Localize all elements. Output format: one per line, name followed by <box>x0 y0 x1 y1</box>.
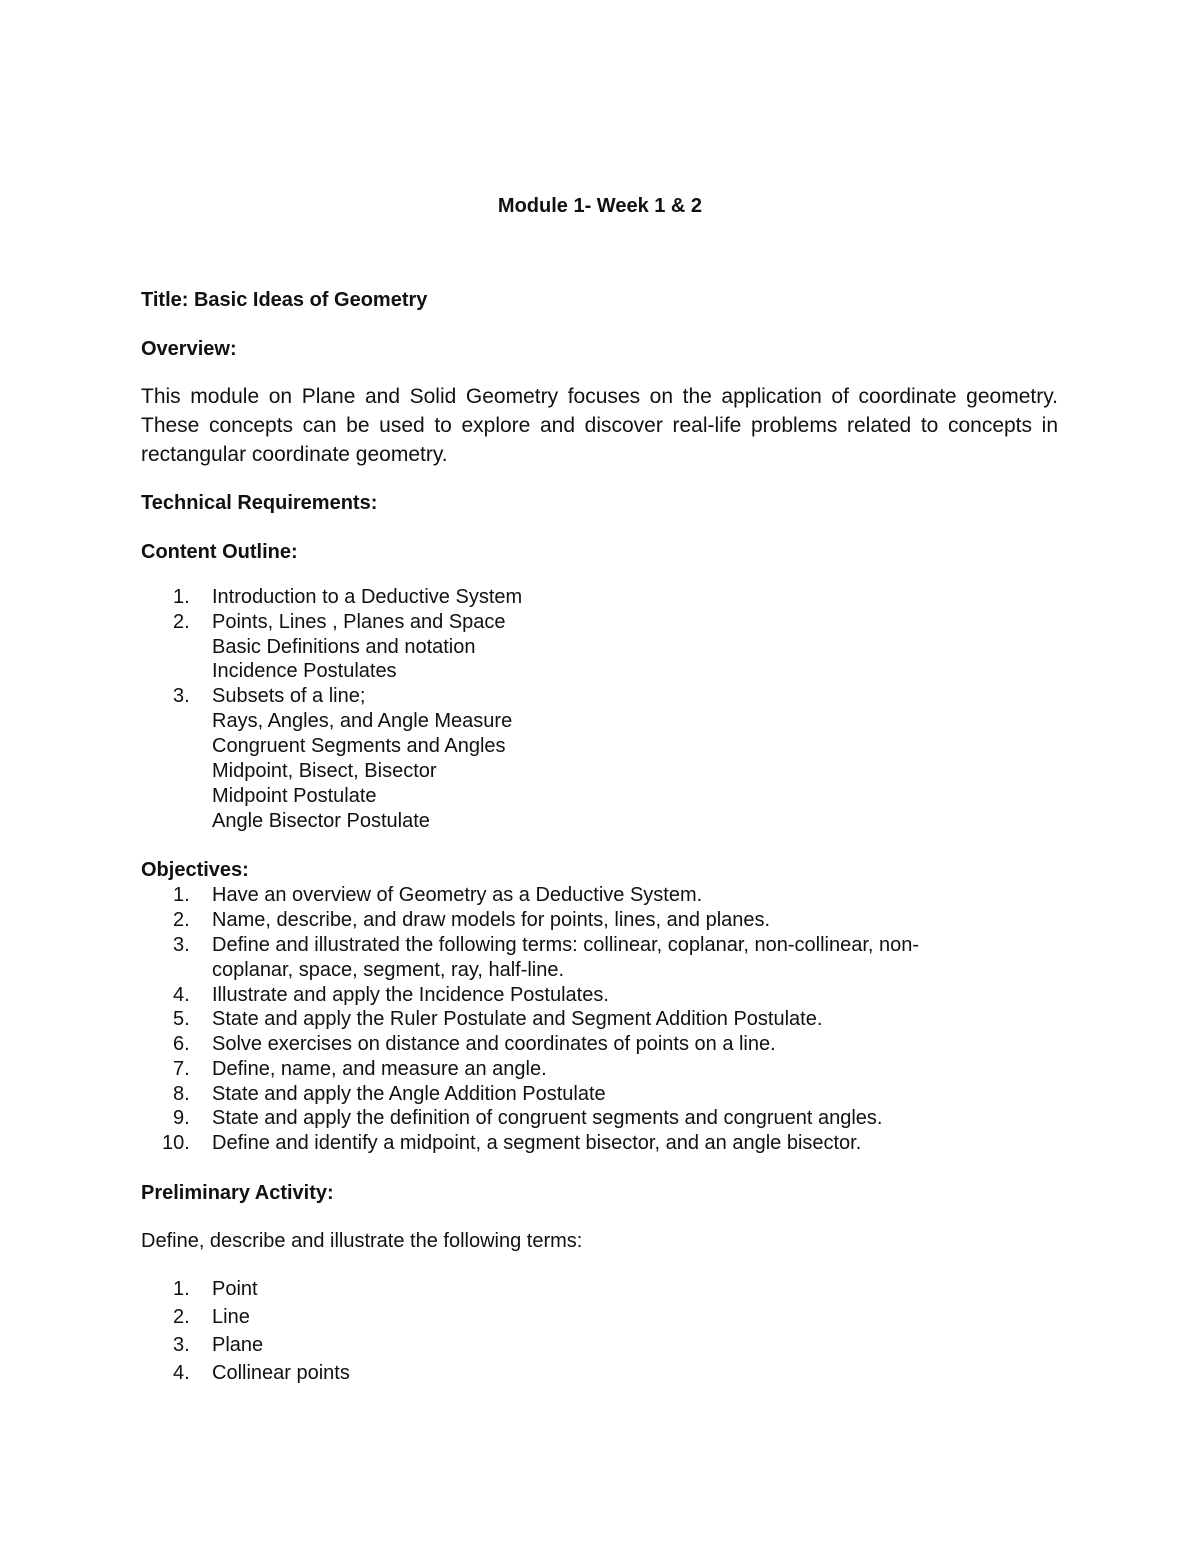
list-text: Define and identify a midpoint, a segment bisector, and an angle bisector. <box>212 1132 862 1154</box>
list-text: Define and illustrated the following terms: collinear, coplanar, non-collinear, non- <box>212 934 920 956</box>
list-text: Illustrate and apply the Incidence Postulates. <box>212 984 609 1006</box>
overview-line: These concepts can be used to explore and discover real-life problems related to concepts in <box>141 414 1058 437</box>
list-text: Define, name, and measure an angle. <box>212 1058 547 1080</box>
list-number: 5. <box>173 1008 190 1030</box>
list-number: 8. <box>173 1083 190 1105</box>
list-number: 6. <box>173 1033 190 1055</box>
list-number: 3. <box>173 685 190 707</box>
list-text: State and apply the definition of congruent segments and congruent angles. <box>212 1107 883 1129</box>
list-number: 10. <box>162 1132 190 1154</box>
list-text: Solve exercises on distance and coordinates of points on a line. <box>212 1033 776 1055</box>
list-number: 3. <box>173 934 190 956</box>
list-subtext: Midpoint, Bisect, Bisector <box>212 760 437 782</box>
preliminary-activity-instruction: Define, describe and illustrate the following terms: <box>141 1230 583 1252</box>
list-subtext: Angle Bisector Postulate <box>212 810 430 832</box>
list-number: 2. <box>173 611 190 633</box>
list-number: 2. <box>173 1306 190 1328</box>
list-subtext: Congruent Segments and Angles <box>212 735 506 757</box>
overview-line: This module on Plane and Solid Geometry focuses on the application of coordinate geometry. <box>141 385 1058 408</box>
list-text-continued: coplanar, space, segment, ray, half-line. <box>212 959 565 981</box>
list-text: Line <box>212 1306 250 1328</box>
overview-line: rectangular coordinate geometry. <box>141 443 448 466</box>
list-text: Have an overview of Geometry as a Deductive System. <box>212 884 703 906</box>
list-number: 4. <box>173 984 190 1006</box>
list-subtext: Midpoint Postulate <box>212 785 377 807</box>
content-outline-heading: Content Outline: <box>141 541 298 563</box>
list-number: 3. <box>173 1334 190 1356</box>
technical-requirements-heading: Technical Requirements: <box>141 492 378 514</box>
list-text: Introduction to a Deductive System <box>212 586 523 608</box>
list-text: Point <box>212 1278 258 1300</box>
preliminary-activity-heading: Preliminary Activity: <box>141 1182 334 1204</box>
module-heading: Module 1- Week 1 & 2 <box>497 195 703 217</box>
list-number: 1. <box>173 1278 190 1300</box>
list-subtext: Incidence Postulates <box>212 660 397 682</box>
list-text: Subsets of a line; <box>212 685 366 707</box>
list-subtext: Rays, Angles, and Angle Measure <box>212 710 513 732</box>
list-text: State and apply the Ruler Postulate and Segment Addition Postulate. <box>212 1008 823 1030</box>
list-number: 7. <box>173 1058 190 1080</box>
document-title: Title: Basic Ideas of Geometry <box>141 289 428 311</box>
list-text: Points, Lines , Planes and Space <box>212 611 506 633</box>
overview-heading: Overview: <box>141 338 237 360</box>
objectives-heading: Objectives: <box>141 859 249 881</box>
list-number: 2. <box>173 909 190 931</box>
list-number: 1. <box>173 586 190 608</box>
list-text: Collinear points <box>212 1362 350 1384</box>
list-number: 9. <box>173 1107 190 1129</box>
list-number: 1. <box>173 884 190 906</box>
list-text: Plane <box>212 1334 264 1356</box>
list-text: State and apply the Angle Addition Postulate <box>212 1083 606 1105</box>
list-number: 4. <box>173 1362 190 1384</box>
list-subtext: Basic Definitions and notation <box>212 636 476 658</box>
list-text: Name, describe, and draw models for points, lines, and planes. <box>212 909 771 931</box>
